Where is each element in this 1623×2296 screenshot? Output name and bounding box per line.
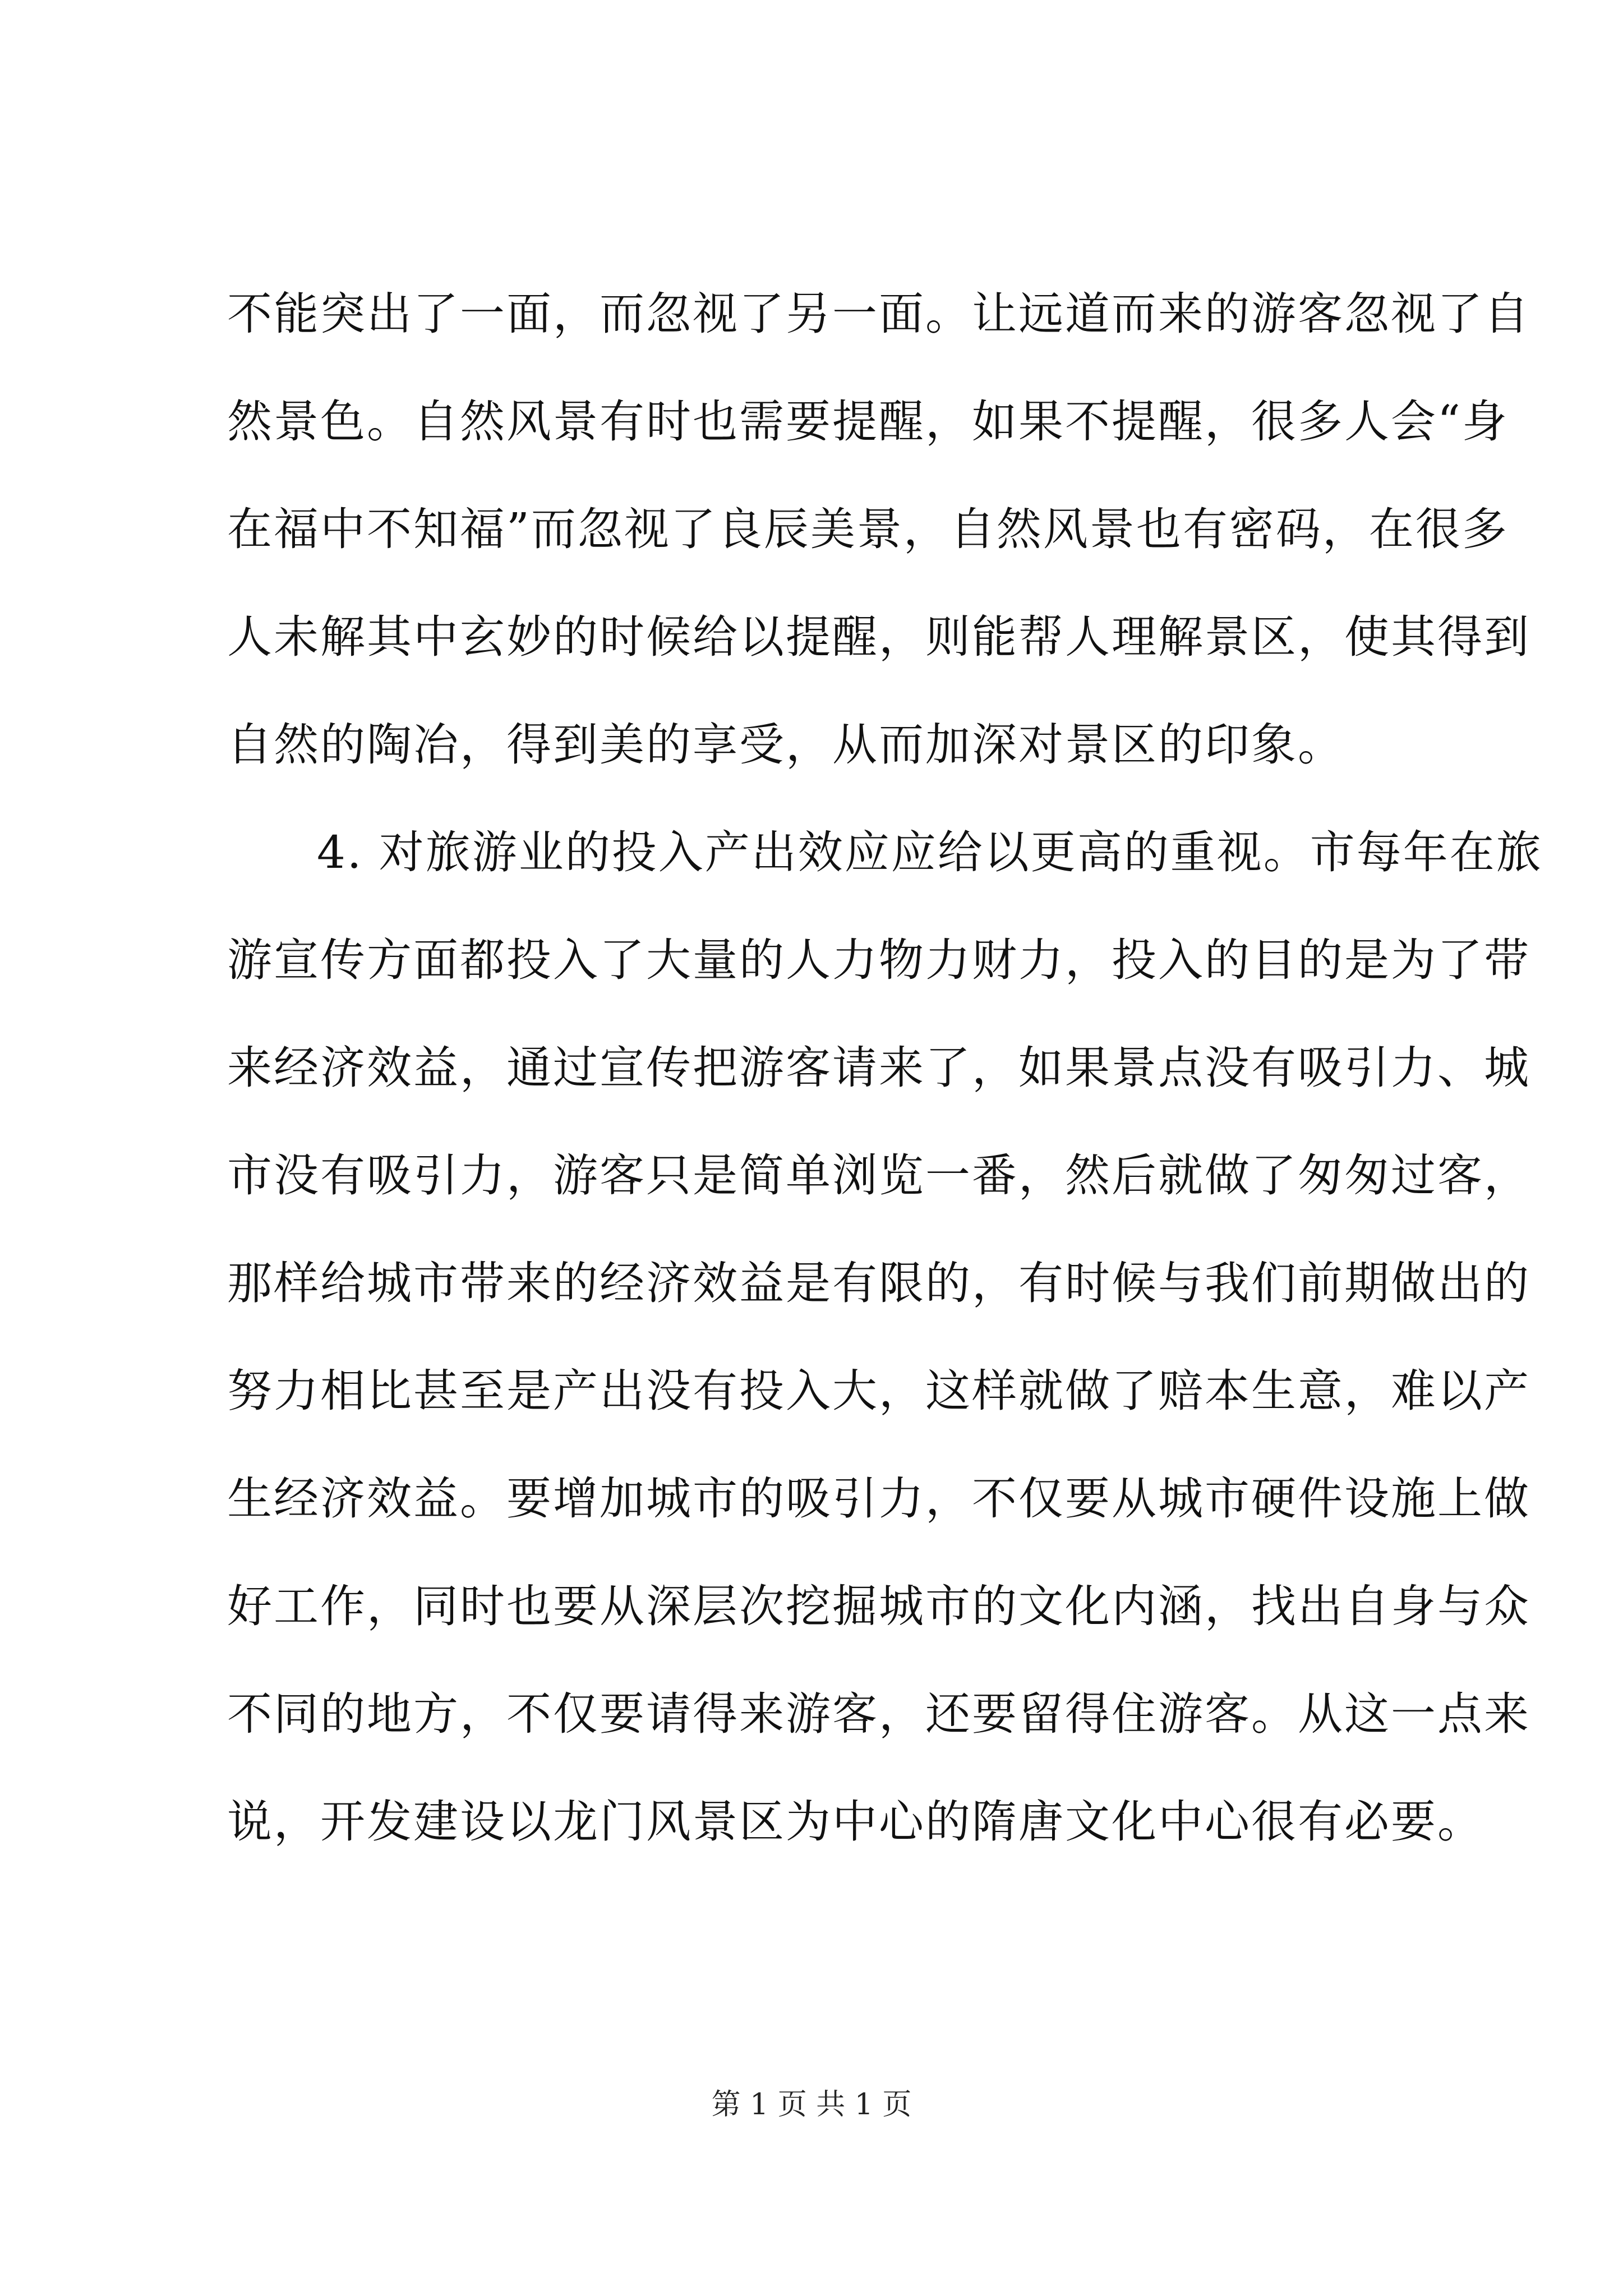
text-line: 然景色。自然风景有时也需要提醒，如果不提醒，很多人会“身: [227, 395, 1509, 448]
text-line: 那样给城市带来的经济效益是有限的，有时候与我们前期做出的: [227, 1257, 1530, 1309]
page-footer: [0, 2088, 1623, 2122]
text-line: 说，开发建设以龙门风景区为中心的隋唐文化中心很有必要。: [227, 1796, 1484, 1848]
text-line: 人未解其中玄妙的时候给以提醒，则能帮人理解景区，使其得到: [227, 611, 1530, 663]
text-line: 不同的地方，不仅要请得来游客，还要留得住游客。从这一点来: [227, 1688, 1530, 1740]
text-line: 不能突出了一面，而忽视了另一面。让远道而来的游客忽视了自: [227, 288, 1530, 340]
paragraph-2: [227, 826, 1543, 1848]
text-line: 努力相比甚至是产出没有投入大，这样就做了赔本生意，难以产: [227, 1365, 1530, 1417]
text-line: 在福中不知福”而忽视了良辰美景，自然风景也有密码，在很多: [227, 503, 1509, 555]
body-text: [227, 288, 1543, 1907]
page-number: 第 1 页 共 1 页: [711, 2088, 912, 2122]
text-line: 来经济效益，通过宣传把游客请来了，如果景点没有吸引力、城: [227, 1042, 1530, 1094]
text-line: 市没有吸引力，游客只是简单浏览一番，然后就做了匆匆过客，: [227, 1149, 1530, 1202]
text-line: 4. 对旅游业的投入产出效应应给以更高的重视。市每年在旅: [317, 826, 1543, 878]
text-line: 游宣传方面都投入了大量的人力物力财力，投入的目的是为了带: [227, 934, 1530, 986]
text-line: 生经济效益。要增加城市的吸引力，不仅要从城市硬件设施上做: [227, 1473, 1530, 1525]
text-line: 自然的陶冶，得到美的享受，从而加深对景区的印象。: [227, 719, 1344, 771]
text-line: 好工作，同时也要从深层次挖掘城市的文化内涵，找出自身与众: [227, 1580, 1530, 1632]
paragraph-1: [227, 288, 1530, 771]
